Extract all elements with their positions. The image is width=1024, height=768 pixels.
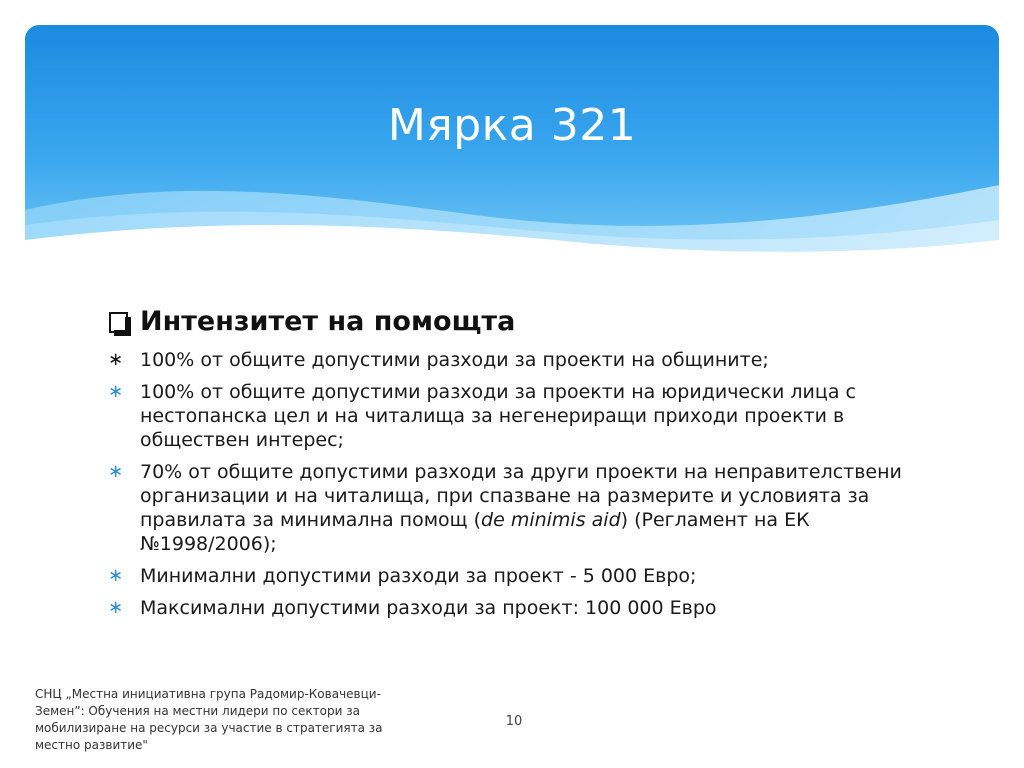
list-item	[108, 564, 938, 588]
checkbox-icon	[108, 307, 134, 337]
bullet-text-before: 70% от общите допустими разходи за други проекти на неправителствени организации и на читалища, при спазване на размерите и условията за правилата за минимална помощ (	[140, 461, 902, 531]
list-item	[108, 348, 938, 372]
asterisk-icon: ∗	[108, 349, 124, 370]
bullet-text: 100% от общите допустими разходи за проекти на общините;	[140, 349, 769, 371]
bullet-text: Максимални допустими разходи за проект: 100 000 Евро	[140, 597, 717, 619]
bullet-text-after: ) (Регламент на ЕК №1998/2006);	[140, 509, 810, 555]
asterisk-icon: ∗	[108, 565, 124, 586]
bullet-text: Минимални допустими разходи за проект - 5 000 Евро;	[140, 565, 697, 587]
heading-text: Интензитет на помощта	[140, 306, 516, 337]
list-item	[108, 460, 938, 556]
footer-note: СНЦ „Местна инициативна група Радомир-Ковачевци-Земен”: Обучения на местни лидери по сектори за мобилизиране на ресурси за участие в стратегията за местно развитие"	[35, 687, 383, 752]
bullet-text: 100% от общите допустими разходи за проекти на юридически лица с нестопанска цел и на читалища за негенериращи приходи проекти в обществен интерес;	[140, 381, 856, 451]
bullet-text-italic: de minimis aid	[481, 509, 621, 531]
asterisk-icon: ∗	[108, 597, 124, 618]
slide-title: Мярка 321	[387, 100, 637, 151]
page-number: 10	[505, 714, 523, 729]
asterisk-icon: ∗	[108, 381, 124, 402]
list-item	[108, 596, 938, 620]
content-body	[108, 304, 938, 628]
bullet-list	[108, 348, 938, 620]
section-heading	[108, 304, 938, 340]
asterisk-icon: ∗	[108, 461, 124, 482]
list-item	[108, 380, 938, 452]
